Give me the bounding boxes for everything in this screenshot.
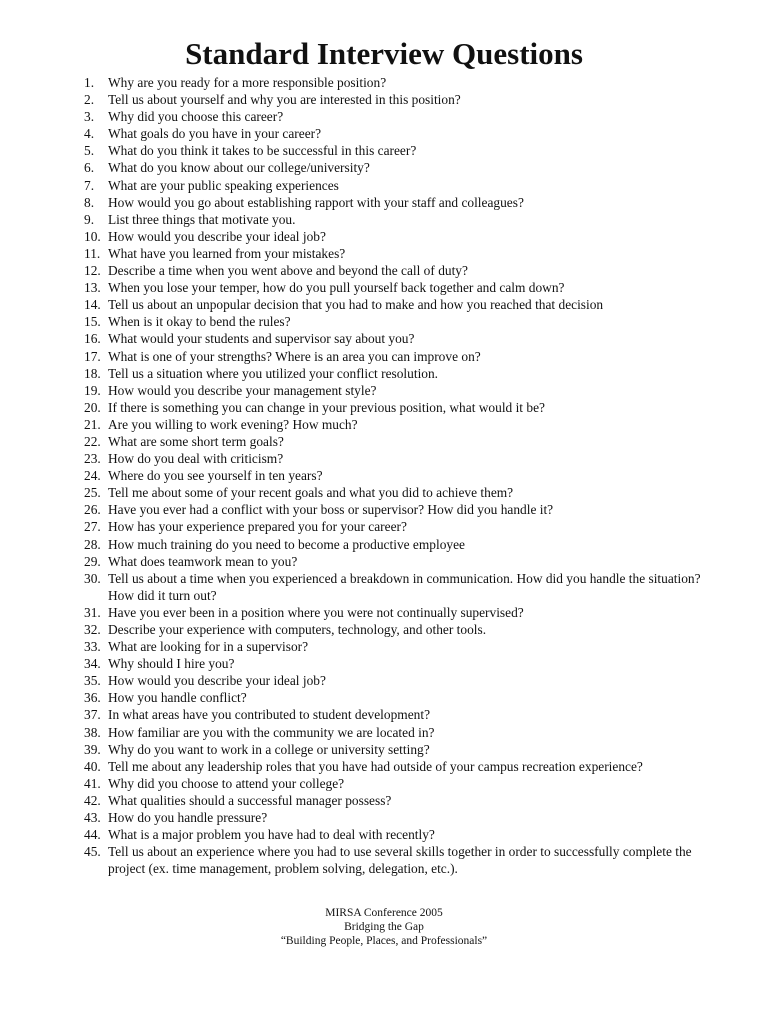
question-number: 43.	[84, 810, 101, 826]
question-item	[84, 741, 704, 758]
question-item	[84, 348, 704, 365]
question-item	[84, 313, 704, 330]
question-number: 15.	[84, 314, 101, 330]
question-number: 24.	[84, 468, 101, 484]
question-number: 23.	[84, 451, 101, 467]
footer-slogan: “Building People, Places, and Professionals”	[280, 935, 488, 947]
question-text: List three things that motivate you.	[108, 211, 296, 227]
question-item	[84, 689, 704, 706]
question-item	[84, 330, 704, 347]
question-text: How would you describe your ideal job?	[108, 228, 326, 244]
question-number: 3.	[84, 109, 95, 125]
question-text: How do you handle pressure?	[108, 810, 268, 826]
question-text: Why did you choose to attend your college?	[108, 775, 345, 791]
question-text: How much training do you need to become a productive employee	[108, 536, 465, 552]
footer	[0, 906, 768, 948]
question-item	[84, 262, 704, 279]
question-number: 7.	[84, 177, 95, 193]
question-item	[84, 365, 704, 382]
question-item	[84, 399, 704, 416]
question-number: 34.	[84, 656, 101, 672]
question-number: 16.	[84, 331, 101, 347]
question-text: What qualities should a successful manager possess?	[108, 792, 392, 808]
question-text: Have you ever had a conflict with your boss or supervisor? How did you handle it?	[108, 502, 554, 518]
question-item	[84, 382, 704, 399]
footer-conference: MIRSA Conference 2005	[325, 907, 443, 919]
question-item	[84, 108, 704, 125]
question-item	[84, 245, 704, 262]
question-number: 10.	[84, 228, 101, 244]
question-text: What would your students and supervisor say about you?	[108, 331, 415, 347]
question-item	[84, 655, 704, 672]
question-text: Why do you want to work in a college or university setting?	[108, 741, 430, 757]
question-item	[84, 194, 704, 211]
question-item	[84, 792, 704, 809]
question-text: Why did you choose this career?	[108, 109, 284, 125]
question-text: If there is something you can change in your previous position, what would it be?	[108, 399, 545, 415]
question-number: 13.	[84, 280, 101, 296]
question-number: 4.	[84, 126, 95, 142]
question-text: Describe your experience with computers, technology, and other tools.	[108, 622, 487, 637]
question-number: 33.	[84, 639, 101, 655]
question-number: 1.	[84, 75, 95, 90]
question-number: 42.	[84, 792, 101, 808]
question-text: What are some short term goals?	[108, 433, 284, 449]
question-text: What is one of your strengths? Where is an area you can improve on?	[108, 348, 481, 364]
question-number: 6.	[84, 160, 95, 176]
question-text: Have you ever been in a position where you were not continually supervised?	[108, 604, 524, 620]
question-number: 17.	[84, 348, 101, 364]
question-item	[84, 177, 704, 194]
question-number: 30.	[84, 570, 101, 586]
question-text: What are your public speaking experiences	[108, 177, 339, 193]
question-number: 37.	[84, 707, 101, 723]
question-item	[84, 826, 704, 843]
question-item	[84, 843, 704, 877]
footer-theme: Bridging the Gap	[344, 921, 424, 933]
question-list	[84, 74, 704, 877]
question-item	[84, 501, 704, 518]
question-number: 14.	[84, 297, 101, 313]
question-item	[84, 416, 704, 433]
question-number: 29.	[84, 553, 101, 569]
question-number: 40.	[84, 758, 101, 774]
question-item	[84, 74, 704, 91]
question-item	[84, 672, 704, 689]
question-item	[84, 536, 704, 553]
question-text: Are you willing to work evening? How much?	[108, 416, 358, 432]
question-item	[84, 211, 704, 228]
question-text: How has your experience prepared you for your career?	[108, 519, 407, 535]
question-text: What have you learned from your mistakes?	[108, 245, 346, 261]
question-number: 36.	[84, 690, 101, 706]
question-text: What do you think it takes to be successful in this career?	[108, 143, 417, 159]
question-text: What is a major problem you have had to deal with recently?	[108, 827, 435, 843]
question-text: Tell us about yourself and why you are interested in this position?	[108, 92, 461, 108]
question-text: In what areas have you contributed to student development?	[108, 707, 431, 723]
question-item	[84, 159, 704, 176]
question-text: Why should I hire you?	[108, 656, 235, 672]
question-number: 8.	[84, 194, 95, 210]
question-number: 20.	[84, 399, 101, 415]
question-text: Tell me about some of your recent goals and what you did to achieve them?	[108, 485, 514, 501]
question-text: Where do you see yourself in ten years?	[108, 468, 323, 484]
question-item	[84, 758, 704, 775]
question-text: When you lose your temper, how do you pull yourself back together and calm down?	[108, 280, 565, 296]
question-text: When is it okay to bend the rules?	[108, 314, 291, 330]
question-item	[84, 570, 704, 604]
question-text: Tell us about an unpopular decision that you had to make and how you reached that decision	[108, 297, 604, 313]
question-item	[84, 809, 704, 826]
question-text: What goals do you have in your career?	[108, 126, 322, 142]
question-text: What are looking for in a supervisor?	[108, 639, 309, 655]
question-number: 27.	[84, 519, 101, 535]
question-item	[84, 553, 704, 570]
question-text: Describe a time when you went above and beyond the call of duty?	[108, 263, 468, 279]
question-number: 19.	[84, 382, 101, 398]
question-item	[84, 467, 704, 484]
question-number: 9.	[84, 211, 95, 227]
question-number: 18.	[84, 365, 101, 381]
question-item	[84, 296, 704, 313]
question-number: 12.	[84, 263, 101, 279]
question-text: How you handle conflict?	[108, 690, 247, 706]
question-item	[84, 433, 704, 450]
question-item	[84, 518, 704, 535]
question-number: 41.	[84, 775, 101, 791]
question-text: Tell us about an experience where you had to use several skills together in order to successfully complete the project (ex. time management, problem solving, delegation, etc.).	[108, 844, 692, 877]
question-number: 32.	[84, 622, 101, 637]
question-number: 21.	[84, 416, 101, 432]
question-item	[84, 279, 704, 296]
question-text: Tell us about a time when you experienced a breakdown in communication. How did you handle the situation? How did it turn out?	[108, 570, 701, 603]
question-item	[84, 450, 704, 467]
question-text: How familiar are you with the community we are located in?	[108, 724, 435, 740]
page-title: Standard Interview Questions	[185, 36, 583, 71]
question-item	[84, 706, 704, 723]
question-text: How would you go about establishing rapport with your staff and colleagues?	[108, 194, 524, 210]
question-number: 35.	[84, 673, 101, 689]
question-text: How would you describe your ideal job?	[108, 673, 326, 689]
question-number: 38.	[84, 724, 101, 740]
question-text: How would you describe your management style?	[108, 382, 377, 398]
question-text: Tell us a situation where you utilized your conflict resolution.	[108, 365, 439, 381]
question-item	[84, 775, 704, 792]
question-number: 39.	[84, 741, 101, 757]
question-item	[84, 638, 704, 655]
question-text: What do you know about our college/university?	[108, 160, 370, 176]
question-text: Tell me about any leadership roles that you have had outside of your campus recreation experience?	[108, 758, 643, 774]
question-number: 45.	[84, 844, 101, 860]
question-number: 26.	[84, 502, 101, 518]
question-item	[84, 228, 704, 245]
question-item	[84, 125, 704, 142]
question-number: 31.	[84, 604, 101, 620]
question-item	[84, 142, 704, 159]
question-number: 2.	[84, 92, 95, 108]
question-number: 28.	[84, 536, 101, 552]
question-text: How do you deal with criticism?	[108, 451, 284, 467]
question-item	[84, 484, 704, 501]
question-number: 44.	[84, 827, 101, 843]
question-number: 22.	[84, 433, 101, 449]
question-number: 5.	[84, 143, 95, 159]
question-item	[84, 91, 704, 108]
question-number: 25.	[84, 485, 101, 501]
question-item	[84, 724, 704, 741]
question-item	[84, 604, 704, 621]
question-text: Why are you ready for a more responsible position?	[108, 75, 387, 90]
question-text: What does teamwork mean to you?	[108, 553, 298, 569]
question-item	[84, 621, 704, 638]
question-number: 11.	[84, 245, 101, 261]
